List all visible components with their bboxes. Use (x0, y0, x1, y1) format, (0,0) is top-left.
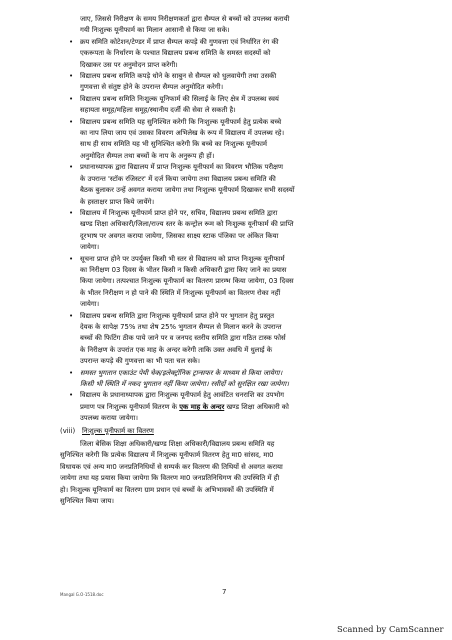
page-number: 7 (222, 588, 227, 596)
footer-filename: Mangal G.O-1518.doc (60, 592, 104, 597)
bullet-icon: • (69, 163, 74, 172)
bullet-item: • विद्यालय में निःशुल्क यूनीफार्म प्राप्त होने पर, सचिव, विद्यालय प्रबन्ध समिति द्वारा खण्ड शिक्षा अधिकारी/जिला/राज्य स्तर के कन्ट्रोल रूम को निःशुल्क यूनीफार्म की प्राप्ति दूरभाष पर अवगत कराया जायेगा, जिसका साक्ष्य स्टाक पंजिका पर अंकित किया जायेगा। (69, 208, 294, 252)
bullet-icon: • (69, 72, 74, 81)
bullet-list (60, 37, 412, 425)
intro-paragraph (60, 14, 412, 37)
highlight-text: एक माह के अन्दर (179, 402, 225, 411)
bullet-icon: • (69, 208, 74, 217)
section-number: (viii) (60, 426, 76, 435)
bullet-icon: • (69, 94, 74, 103)
document-body (60, 14, 412, 507)
bullet-icon: • (69, 117, 74, 126)
bullet-item-payment-note: • समस्त भुगतान एकाउंट पेयी चेक/इलेक्ट्रॉनिक ट्रान्सफर के माध्यम से किया जायेगा। किसी भी स्थिति में नकद भुगतान नहीं किया जायेगा। रसीदों को सुरक्षित रखा जायेगा। (69, 368, 289, 388)
intro-line: जाए, जिससे निरीक्षण के समय निरीक्षणकर्ता द्वारा सैम्पल से बच्चों को उपलब्ध करायी (80, 15, 290, 23)
bullet-item: • विद्यालय प्रबन्ध समिति यह सुनिश्चित करेगी कि निःशुल्क यूनीफार्म हेतु प्रत्येक बच्चे का नाप लिया जाय एवं उसका विवरण अभिलेख के रूप में विद्यालय में उपलब्ध रहे। साथ ही साथ समिति यह भी सुनिश्चित करेगी कि बच्चे का निःशुल्क यूनीफार्म अनुमोदित सैम्पल तथा बच्चों के नाप के अनुरूप ही हों। (69, 117, 285, 160)
bullet-item: • प्रधानाध्यापक द्वारा विद्यालय में प्राप्त निःशुल्क यूनीफार्म का विवरण भौतिक परीक्षण के उपरान्त 'स्टॉक रजिस्टर' में दर्ज किया जायेगा तथा विद्यालय प्रबन्ध समिति की बैठक बुलाकर उन्हें अवगत कराया जायेगा तथा निःशुल्क यूनीफार्म दिखाकर सभी सदस्यों के हस्ताक्षर प्राप्त किये जायेंगे। (69, 163, 295, 206)
bullet-icon: • (69, 368, 74, 377)
bullet-icon: • (69, 37, 74, 46)
bullet-item: • विद्यालय प्रबन्ध समिति कपड़े धोने के साबुन से सैम्पल को धुलवायेगी तथा उसकी गुणवत्ता से संतुष्ट होने के उपरान्त सैम्पल अनुमोदित करेगी। (69, 72, 277, 92)
section-title: निःशुल्क यूनीफार्म का वितरण (82, 426, 154, 435)
bullet-item: • क्रय समिति कोटेशन/टेण्डर में प्राप्त सैम्पल कपड़े की गुणवत्ता एवं निर्धारित रंग की एकरूपता के निर्धारण के पश्चात विद्यालय प्रबन्ध समिति के समस्त सदस्यों को दिखाकर उस पर अनुमोदन प्राप्त करेगी। (69, 37, 279, 69)
scanner-watermark: Scanned by CamScanner (337, 624, 444, 634)
bullet-item: • विद्यालय प्रबन्ध समिति द्वारा निःशुल्क यूनीफार्म प्राप्त होने पर भुगतान हेतु प्रस्तुत देयक के सापेक्ष 75% तथा शेष 25% भुगतान सैम्पल से मिलान करने के उपरान्त बच्चों की फिटिंग ठीक पाये जाने पर व जनपद स्तरीय समिति द्वारा गठित टास्क फोर्स के निरीक्षण के उपरांत एक माह के अन्दर करेगी ताकि उक्त अवधि में धुलाई के उपरान्त कपड़े की गुणवत्ता का भी पता चल सके। (69, 311, 286, 366)
bullet-item: • विद्यालय प्रबन्ध समिति निःशुल्क यूनिफार्म की सिलाई के लिए क्षेत्र में उपलब्ध स्वयं सहायता समूह/महिला समूह/स्थानीय दर्जी की सेवा ले सकती है। (69, 94, 279, 115)
bullet-icon: • (69, 254, 74, 263)
bullet-icon: • (69, 391, 74, 400)
section-heading (60, 426, 412, 437)
intro-line: गयी निःशुल्क यूनीफार्म का मिलान आसानी से किया जा सके। (80, 26, 230, 35)
bullet-item: • विद्यालय के प्रधानाध्यापक द्वारा निःशुल्क यूनीफार्म हेतु आवंटित धनराशि का उपभोग प्रमाण पत्र निःशुल्क यूनीफार्म वितरण के एक माह के अन्दर खण्ड शिक्षा अधिकारी को उपलब्ध कराया जायेगा। (69, 391, 289, 423)
closing-paragraph: जिला बेसिक शिक्षा अधिकारी/खण्ड शिक्षा अधिकारी/विद्यालय प्रबन्ध समिति यह सुनिश्चित करेगी कि प्रत्येक विद्यालय में निःशुल्क यूनीफार्म वितरण हेतु मा0 सांसद, मा0 विधायक एवं अन्य मा0 जनप्रतिनिधियों से सम्पर्क कर वितरण की तिथियों से अवगत कराया जायेगा तथा यह प्रयास किया जायेगा कि वितरण मा0 जनप्रतिनिधिगण की उपस्थिति में ही हो। निःशुल्क यूनिफार्म का वितरण ग्राम प्रधान एवं बच्चों के अभिभावकों की उपस्थिति में सुनिश्चित किया जाय। (60, 440, 283, 506)
bullet-icon: • (69, 311, 74, 320)
bullet-item: • सूचना प्राप्त होने पर उपर्युक्त किसी भी स्तर से विद्यालय को प्राप्त निःशुल्क यूनीफार्म का निरीक्षण 03 दिवस के भीतर किसी न किसी अधिकारी द्वारा किए जाने का प्रयास किया जायेगा। तत्पश्चात निःशुल्क यूनीफार्म का वितरण प्रारम्भ किया जायेगा, 03 दिवस के भीतर निरीक्षण न हो पाने की स्थिति में निःशुल्क यूनीफार्म का वितरण रोका नहीं जायेगा। (69, 254, 294, 309)
